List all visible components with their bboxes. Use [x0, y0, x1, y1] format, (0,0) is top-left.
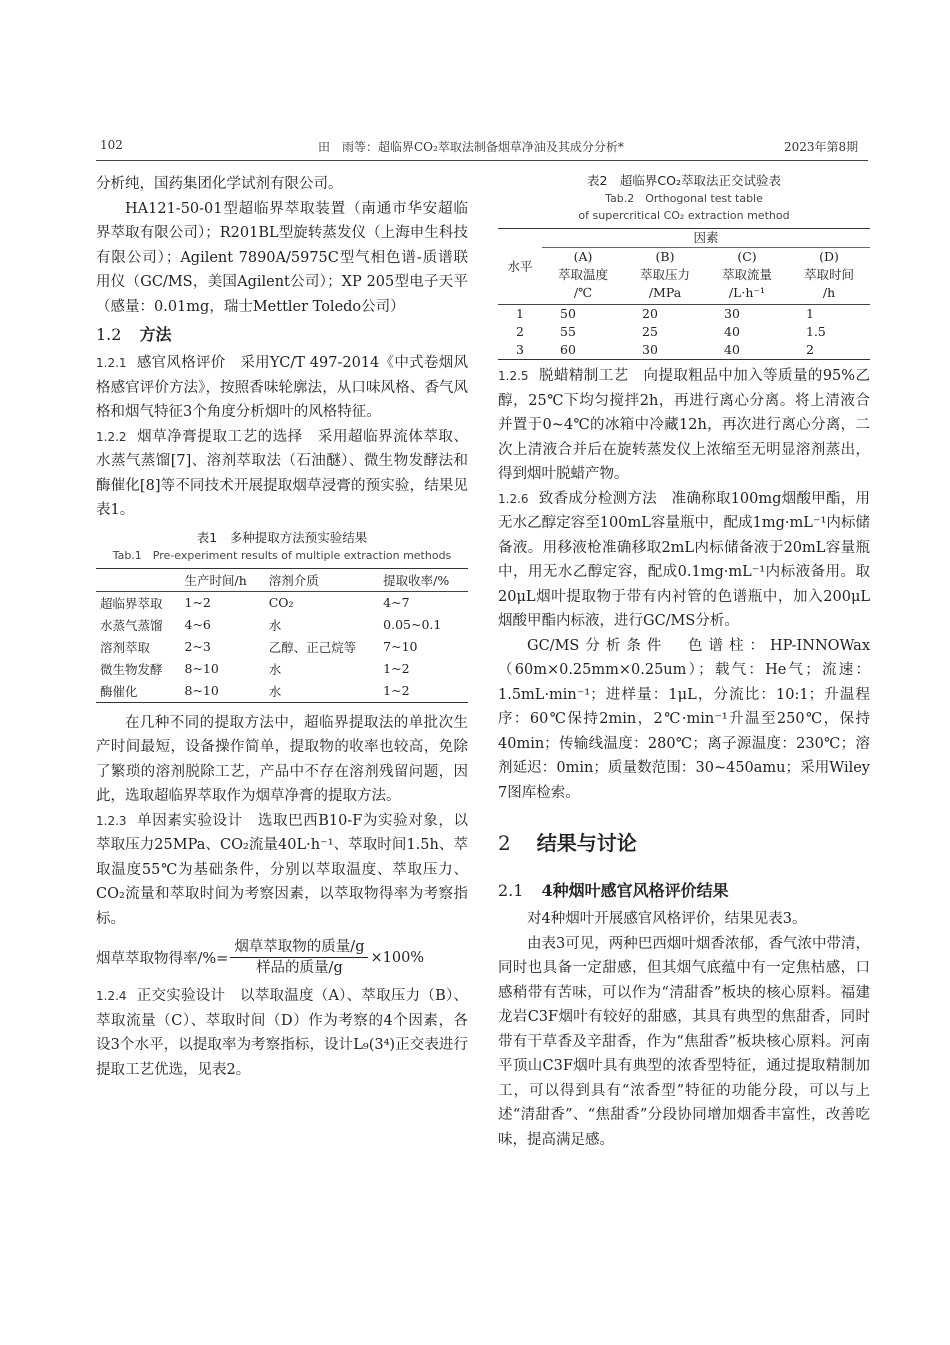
- table-1-caption: 表1 多种提取方法预实验结果: [196, 529, 368, 545]
- table-cell: 20: [642, 306, 658, 321]
- paragraph-method-choice: 在几种不同的提取方法中，超临界提取法的单批次生产时间最短，设备操作简单，提取物的收率也较高，免除了繁琐的溶剂脱除工艺，产品中不存在溶剂残留问题，因此，选取超临界萃取作为烟草净膏的提取方法。: [96, 714, 468, 804]
- table-row: [96, 614, 468, 636]
- table-1-caption-en: Tab.1 Pre-experiment results of multiple extraction methods: [112, 548, 452, 562]
- table-2-grid: [498, 228, 870, 360]
- table-cell: 水: [268, 661, 282, 677]
- table-2-column-name: 萃取温度: [558, 267, 609, 282]
- subsection-number: 1.2.6: [498, 491, 529, 506]
- table-row: [498, 323, 870, 341]
- level-header: 水平: [498, 229, 542, 305]
- table-2-column-name: 萃取压力: [640, 267, 691, 282]
- section-1-2-heading: [96, 321, 468, 349]
- table-cell: 乙醇、正己烷等: [268, 639, 357, 655]
- table-cell: 30: [724, 306, 740, 321]
- subsection-number: 1.2.3: [96, 813, 127, 828]
- running-title: 田 雨等：超临界CO₂萃取法制备烟草净油及其成分分析*: [318, 140, 624, 154]
- paragraph-reagents-end: 分析纯，国药集团化学试剂有限公司。: [96, 176, 343, 192]
- table-cell: 8~10: [184, 683, 219, 698]
- table-cell: 2: [805, 342, 814, 357]
- table-cell: CO₂: [268, 595, 294, 610]
- table-cell: 1~2: [383, 661, 410, 676]
- table-2-column-name: 萃取流量: [721, 267, 772, 282]
- table-row: [96, 636, 468, 658]
- paragraph-1-2-4: [96, 984, 468, 1082]
- table-cell: 50: [560, 306, 576, 321]
- table-2-column-code: (B): [655, 249, 675, 264]
- paragraph-1-2-5: [498, 364, 870, 487]
- table-row: [498, 305, 870, 324]
- table-2-column-unit: /h: [788, 284, 870, 305]
- subsection-number: 1.2.5: [498, 369, 529, 383]
- table-1-header-cell: [96, 568, 181, 591]
- header-rule: [96, 160, 868, 161]
- table-row: [498, 341, 870, 360]
- section-title: 方法: [139, 325, 172, 344]
- table-cell: 60: [560, 342, 576, 357]
- subsection-number: 1.2.1: [96, 356, 127, 370]
- section-title: 4种烟叶感官风格评价结果: [541, 881, 729, 900]
- table-1-header-cell: 提取收率/%: [379, 568, 468, 591]
- paragraph-text: 感官风格评价 采用YC/T 497-2014《中式卷烟风格感官评价方法》，按照香味轮廓法，从口味风格、香气风格和烟气特征3个角度分析烟叶的风格特征。: [96, 355, 468, 420]
- table-1-header-cell: 溶剂介质: [265, 568, 379, 591]
- table-cell: 水: [268, 683, 282, 699]
- table-cell: 水蒸气蒸馏: [100, 617, 163, 633]
- table-row: [96, 680, 468, 703]
- paragraph-text: 烟草净膏提取工艺的选择 采用超临界流体萃取、水蒸气蒸馏[7]、溶剂萃取法（石油醚）、微生物发酵法和酶催化[8]等不同技术开展提取烟草浸膏的预实验，结果见表1。: [96, 428, 468, 518]
- paragraph-text: 脱蜡精制工艺 向提取粗品中加入等质量的95%乙醇，25℃下均匀搅拌2h，再进行离心分离。将上清液合并置于0~4℃的冰箱中冷藏12h，再次进行离心分离，二次上清液合并后在旋转蒸发仪上浓缩至无明显溶剂蒸出，得到烟叶脱蜡产物。: [498, 368, 870, 482]
- table-row: [96, 658, 468, 680]
- paragraph-1-2-2: [96, 425, 468, 523]
- section-number: 2: [498, 831, 511, 855]
- table-2-column-code: (A): [573, 249, 593, 264]
- table-cell: 40: [724, 324, 740, 339]
- table-2: [498, 172, 870, 360]
- table-cell: 微生物发酵: [100, 661, 163, 677]
- table-cell: 4~7: [383, 595, 410, 610]
- table-cell: 1: [516, 306, 524, 321]
- left-column: [96, 172, 468, 1082]
- table-cell: 8~10: [184, 661, 219, 676]
- table-cell: 40: [724, 342, 740, 357]
- paragraph-2-1-results: 由表3可见，两种巴西烟叶烟香浓郁，香气浓中带清，同时也具备一定甜感，但其烟气底蕴中有一定焦枯感，口感稍带有苦味，可以作为“清甜香”板块的核心原料。福建龙岩C3F烟叶有较好的甜感，其具有典型的焦甜香，同时带有干草香及辛甜香，作为“焦甜香”板块核心原料。河南平顶山C3F烟叶具有典型的浓香型特征，通过提取精制加工，可以得到具有“浓香型”特征的功能分段，可以与上述“清甜香”、“焦甜香”分段协同增加烟香丰富性，改善吃味，提高满足感。: [498, 935, 870, 1148]
- section-number: 1.2: [96, 325, 122, 344]
- table-1-grid: [96, 568, 468, 703]
- section-2-1-heading: [498, 877, 870, 905]
- table-cell: 25: [642, 324, 658, 339]
- table-cell: 1.5: [805, 324, 826, 339]
- paragraph-text: 正交实验设计 以萃取温度（A）、萃取压力（B）、萃取流量（C）、萃取时间（D）作为考察的4个因素，各设3个水平，以提取率为考察指标，设计L₉(3⁴)正交表进行提取工艺优选，见表2。: [96, 988, 468, 1078]
- table-2-column-unit: /℃: [542, 284, 624, 305]
- table-row: [96, 591, 468, 614]
- formula-fraction: [230, 937, 368, 978]
- table-cell: 超临界萃取: [100, 595, 163, 611]
- formula-denominator: 样品的质量/g: [256, 960, 343, 976]
- section-number: 2.1: [498, 881, 524, 900]
- paragraph-instruments: HA121-50-01型超临界萃取装置（南通市华安超临界萃取有限公司）；R201BL型旋转蒸发仪（上海申生科技有限公司）；Agilent 7890A/5975C型气相色谱-质谱联用仪（GC/MS，美国Agilent公司）；XP 205型电子天平（感量：0.01mg，瑞士Mettler Toledo公司）: [96, 200, 468, 315]
- page-number: 102: [100, 138, 123, 152]
- paragraph-2-1-intro: 对4种烟叶开展感官风格评价，结果见表3。: [527, 911, 807, 927]
- table-cell: 7~10: [383, 639, 418, 654]
- paragraph-1-2-1: [96, 351, 468, 425]
- table-2-caption-en-1: Tab.2 Orthogonal test table: [605, 192, 763, 205]
- table-cell: 酶催化: [100, 683, 138, 699]
- table-cell: 水: [268, 617, 282, 633]
- table-cell: 2~3: [184, 639, 211, 654]
- formula-tail: ×100%: [370, 949, 425, 966]
- table-2-column-name: 萃取时间: [803, 267, 854, 282]
- table-cell: 2: [516, 324, 524, 339]
- table-2-caption-en-2: of supercritical CO₂ extraction method: [578, 209, 790, 222]
- subsection-number: 1.2.4: [96, 989, 127, 1003]
- factor-header: 因素: [542, 229, 870, 248]
- table-1-header-cell: 生产时间/h: [181, 568, 265, 591]
- section-title: 结果与讨论: [536, 831, 637, 855]
- paragraph-1-2-6: [498, 487, 870, 634]
- yield-formula: [96, 937, 468, 978]
- table-cell: 3: [516, 342, 524, 357]
- table-cell: 30: [642, 342, 658, 357]
- issue-label: 2023年第8期: [784, 140, 859, 154]
- table-2-column-code: (D): [819, 249, 839, 264]
- table-cell: 1: [805, 306, 814, 321]
- formula-lhs: 烟草萃取物得率/%=: [96, 951, 229, 967]
- table-2-column-code: (C): [737, 249, 757, 264]
- paragraph-1-2-3: [96, 809, 468, 932]
- table-cell: 1~2: [184, 595, 211, 610]
- table-cell: 1~2: [383, 683, 410, 698]
- paragraph-text: 单因素实验设计 选取巴西B10-F为实验对象，以萃取压力25MPa、CO₂流量40L·h⁻¹、萃取时间1.5h、萃取温度55℃为基础条件，分别以萃取温度、萃取压力、CO₂流量和萃取时间为考察因素，以萃取物得率为考察指标。: [96, 812, 468, 927]
- table-cell: 0.05~0.1: [383, 617, 442, 632]
- paragraph-text: 致香成分检测方法 准确称取100mg烟酸甲酯，用无水乙醇定容至100mL容量瓶中，配成1mg·mL⁻¹内标储备液。用移液枪准确移取2mL内标储备液于20mL容量瓶中，用无水乙醇定容，配成0.1mg·mL⁻¹内标液备用。取20μL烟叶提取物于带有内衬管的色谱瓶中，加入200μL烟酸甲酯内标液，进行GC/MS分析。: [498, 490, 870, 629]
- table-2-caption: 表2 超临界CO₂萃取法正交试验表: [586, 173, 782, 188]
- table-2-column-unit: /MPa: [624, 284, 706, 305]
- formula-numerator: 烟草萃取物的质量/g: [230, 937, 368, 958]
- table-cell: 4~6: [184, 617, 211, 632]
- table-2-column-unit: /L·h⁻¹: [706, 284, 788, 305]
- right-column: [498, 172, 870, 1152]
- section-2-heading: [498, 829, 870, 857]
- table-cell: 溶剂萃取: [100, 639, 151, 655]
- table-cell: 55: [560, 324, 576, 339]
- paragraph-gcms-conditions: GC/MS分析条件 色谱柱：HP-INNOWax（60m×0.25mm×0.25um）；载气：He气；流速：1.5mL·min⁻¹；进样量：1μL，分流比：10:1；升温程序：60℃保持2min，2℃·min⁻¹升温至250℃，保持40min；传输线温度：280℃；离子源温度：230℃；溶剂延迟：0min；质量数范围：30~450amu；采用Wiley 7图库检索。: [498, 637, 870, 801]
- subsection-number: 1.2.2: [96, 429, 127, 444]
- table-1: [96, 529, 468, 703]
